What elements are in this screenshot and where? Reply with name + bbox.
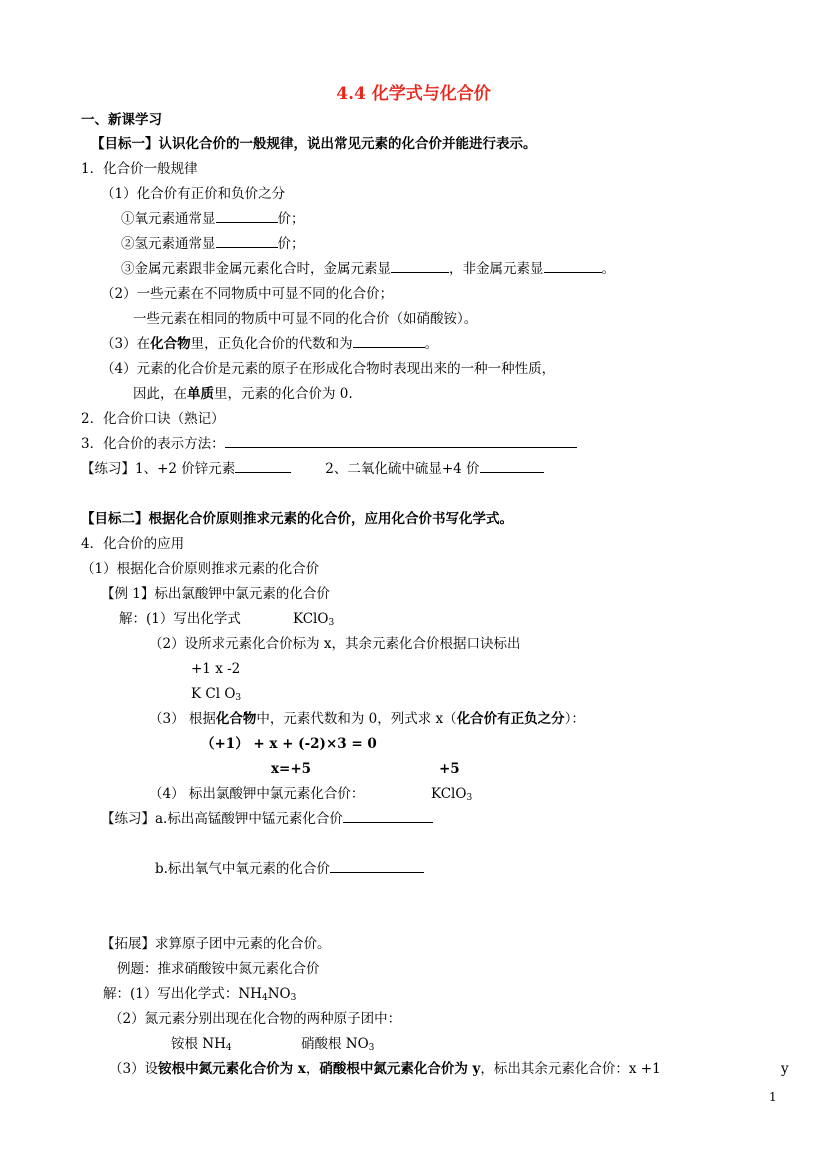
formula-final-text: KClO bbox=[431, 786, 467, 802]
y-label: y bbox=[781, 1061, 789, 1077]
solution2-step-3 bbox=[109, 1060, 661, 1078]
formula-final-subscript: 3 bbox=[466, 793, 473, 803]
item-1-1: （1）化合价有正价和负价之分 bbox=[101, 186, 286, 202]
step-3-bold-1: 化合物 bbox=[215, 711, 257, 727]
solution2-step-2: （2）氮元素分别出现在化合物的两种原子团中： bbox=[109, 1011, 402, 1027]
metal-blank[interactable] bbox=[391, 260, 449, 273]
sol2-step-1-text: 解：(1）写出化学式：NH bbox=[103, 986, 262, 1002]
sol2-step-3-text: （3）设 bbox=[109, 1061, 159, 1077]
sol2-step-3-comma: ， bbox=[305, 1061, 320, 1077]
metal-text: ③金属元素跟非金属元素化合时，金属元素显 bbox=[121, 261, 391, 277]
item-4: 4．化合价的应用 bbox=[81, 536, 185, 552]
formula-kclo3-final bbox=[431, 785, 472, 803]
formula-spaced-text: K Cl O bbox=[191, 686, 236, 702]
page-title: 4.4 化学式与化合价 bbox=[336, 84, 491, 104]
ammonium-subscript: 4 bbox=[225, 1043, 232, 1053]
zinc-blank[interactable] bbox=[235, 460, 291, 473]
nitrate-label bbox=[301, 1035, 374, 1053]
item-1-3-text: （3）在 bbox=[101, 336, 151, 352]
hydrogen-suffix: 价； bbox=[277, 236, 305, 252]
nitrate-subscript: 3 bbox=[368, 1043, 375, 1053]
item-1-2a: （2）一些元素在不同物质中可显不同的化合价； bbox=[101, 286, 394, 302]
item-3 bbox=[81, 435, 577, 453]
step-3-text: （3） 根据 bbox=[149, 711, 216, 727]
item-1-heading: 1．化合价一般规律 bbox=[81, 161, 198, 177]
formula-subscript: 3 bbox=[328, 618, 335, 628]
oxygen-suffix: 价； bbox=[277, 211, 305, 227]
formula-spaced-subscript: 3 bbox=[235, 693, 242, 703]
sol2-no-text: NO bbox=[267, 986, 291, 1002]
practice-2a bbox=[101, 810, 433, 828]
sol2-step-3-bold-1: 铵根中氮元素化合价为 x bbox=[158, 1061, 306, 1077]
practice-1b: 2、二氧化硫中硫显+4 价 bbox=[325, 461, 480, 477]
sol2-step-3-suffix: ，标出其余元素化合价：x +1 bbox=[480, 1061, 661, 1077]
oxygen-line bbox=[121, 210, 305, 228]
item-1-3-suffix: 。 bbox=[424, 336, 439, 352]
solution-step-3 bbox=[149, 710, 585, 728]
metal-line bbox=[121, 260, 615, 278]
representation-blank[interactable] bbox=[225, 435, 577, 448]
ammonium-text: 铵根 NH bbox=[171, 1036, 226, 1052]
practice-2b bbox=[155, 860, 424, 878]
sum-blank[interactable] bbox=[353, 335, 425, 348]
solution-step-2: （2）设所求元素化合价标为 x，其余元素化合价根据口诀标出 bbox=[149, 636, 521, 652]
nonmetal-blank[interactable] bbox=[544, 260, 602, 273]
item-1-4a: （4）元素的化合价是元素的原子在形成化合物时表现出来的一种一种性质， bbox=[101, 361, 556, 377]
oxygen-text: ①氧元素通常显 bbox=[121, 211, 216, 227]
plus-five: +5 bbox=[439, 761, 460, 777]
example-2: 例题：推求硝酸铵中氮元素化合价 bbox=[117, 961, 320, 977]
item-1-4b-suffix: 里，元素的化合价为 0. bbox=[214, 386, 353, 402]
item-1-4b-bold: 单质 bbox=[187, 386, 214, 402]
sulfur-blank[interactable] bbox=[480, 460, 544, 473]
item-4-1: （1）根据化合价原则推求元素的化合价 bbox=[81, 561, 320, 577]
extension-heading: 【拓展】求算原子团中元素的化合价。 bbox=[101, 936, 331, 952]
practice-1a: 【练习】1、+2 价锌元素 bbox=[81, 461, 236, 477]
hydrogen-blank[interactable] bbox=[216, 235, 278, 248]
practice-2a-text: 【练习】a.标出高锰酸钾中锰元素化合价 bbox=[101, 811, 343, 827]
step-3-mid: 中，元素代数和为 0，列式求 x（ bbox=[256, 711, 457, 727]
ammonium-label bbox=[171, 1035, 232, 1053]
sol2-sub-3: 3 bbox=[290, 993, 297, 1003]
section-heading: 一、新课学习 bbox=[81, 112, 162, 128]
sol2-step-3-bold-2: 硝酸根中氮元素化合价为 y bbox=[319, 1061, 481, 1077]
item-3-text: 3．化合价的表示方法： bbox=[81, 436, 225, 452]
formula-text: KClO bbox=[293, 611, 329, 627]
sol2-sub-4: 4 bbox=[261, 993, 268, 1003]
item-1-4b-text: 因此，在 bbox=[133, 386, 187, 402]
formula-spaced bbox=[191, 685, 241, 703]
practice-1 bbox=[81, 460, 544, 478]
solution-step-1: 解：(1）写出化学式 bbox=[119, 611, 241, 627]
hydrogen-text: ②氢元素通常显 bbox=[121, 236, 216, 252]
solution-step-4: （4） 标出氯酸钾中氯元素化合价： bbox=[149, 786, 365, 802]
oxygen-gas-blank[interactable] bbox=[330, 860, 424, 873]
item-2: 2．化合价口诀（熟记） bbox=[81, 411, 225, 427]
manganese-blank[interactable] bbox=[343, 810, 433, 823]
valence-row: +1 x -2 bbox=[191, 661, 241, 677]
example-1: 【例 1】标出氯酸钾中氯元素的化合价 bbox=[101, 586, 330, 602]
formula-kclo3 bbox=[293, 610, 334, 628]
item-1-3 bbox=[101, 335, 438, 353]
item-1-4b bbox=[133, 385, 353, 403]
step-3-suffix: ）： bbox=[564, 711, 585, 727]
oxygen-blank[interactable] bbox=[216, 210, 278, 223]
equation: （+1） + x + (-2)×3 = 0 bbox=[201, 736, 377, 752]
page-number: 1 bbox=[769, 1090, 777, 1104]
metal-suffix: 。 bbox=[601, 261, 615, 277]
practice-2b-text: b.标出氧气中氧元素的化合价 bbox=[155, 861, 330, 877]
x-result: x=+5 bbox=[271, 761, 312, 777]
item-1-2b: 一些元素在相同的物质中可显不同的化合价（如硝酸铵）。 bbox=[133, 311, 478, 327]
hydrogen-line bbox=[121, 235, 305, 253]
step-3-bold-2: 化合价有正负之分 bbox=[456, 711, 565, 727]
metal-mid-text: ，非金属元素显 bbox=[449, 261, 544, 277]
goal-one: 【目标一】认识化合价的一般规律，说出常见元素的化合价并能进行表示。 bbox=[91, 136, 537, 152]
item-1-3-bold: 化合物 bbox=[150, 336, 191, 352]
goal-two: 【目标二】根据化合价原则推求元素的化合价，应用化合价书写化学式。 bbox=[81, 511, 513, 527]
item-1-3-mid: 里，正负化合价的代数和为 bbox=[190, 336, 353, 352]
solution2-step-1 bbox=[103, 985, 296, 1003]
nitrate-text: 硝酸根 NO bbox=[301, 1036, 369, 1052]
